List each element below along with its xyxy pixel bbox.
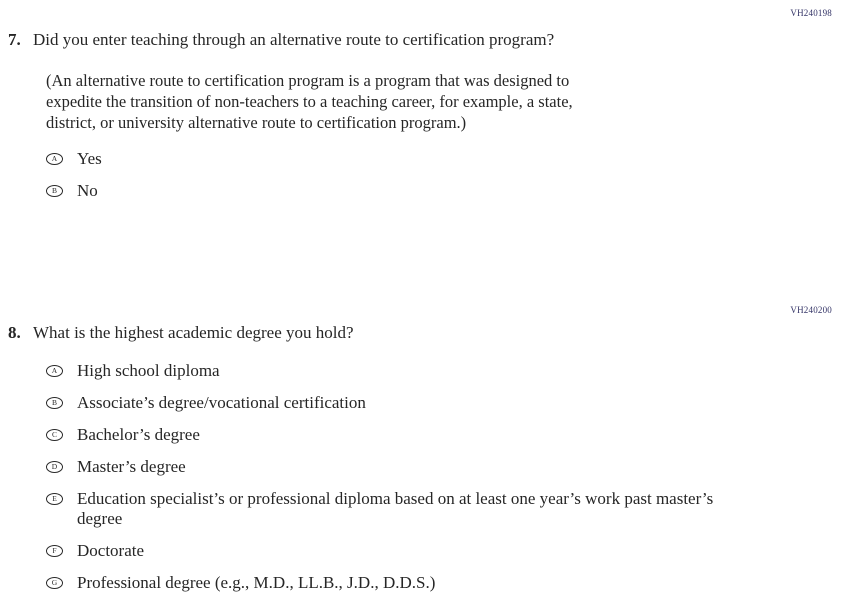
answer-option	[46, 149, 856, 169]
question-note-line: expedite the transition of non-teachers to a teaching career, for example, a state,	[46, 92, 573, 111]
question-7-section	[8, 8, 856, 201]
question-8-section	[8, 305, 856, 593]
radio-bubble-letter: B	[51, 397, 57, 407]
radio-bubble-e[interactable]	[46, 493, 63, 505]
accession-code-q8: VH240200	[790, 305, 832, 315]
radio-bubble-letter: A	[51, 153, 58, 163]
answer-option-label: No	[77, 181, 98, 200]
radio-bubble-letter: D	[51, 461, 58, 471]
radio-bubble-letter: E	[52, 493, 57, 503]
radio-bubble-g[interactable]	[46, 577, 63, 589]
answer-option-label: Doctorate	[77, 541, 145, 560]
question-8-text: What is the highest academic degree you hold?	[33, 323, 354, 342]
answer-option-label: Bachelor’s degree	[77, 425, 200, 444]
question-7-number: 7.	[8, 30, 21, 49]
radio-bubble-d[interactable]	[46, 461, 63, 473]
radio-bubble-c[interactable]	[46, 429, 63, 441]
question-8-number: 8.	[8, 323, 21, 342]
radio-bubble-letter: A	[51, 365, 58, 375]
answer-option	[46, 457, 856, 477]
radio-bubble-letter: C	[51, 429, 57, 439]
radio-bubble-letter: B	[51, 185, 57, 195]
answer-option-label: Yes	[77, 149, 102, 168]
question-7-note	[46, 70, 856, 133]
question-7-text: Did you enter teaching through an alternative route to certification program?	[33, 30, 555, 49]
answer-option-label: Professional degree (e.g., M.D., LL.B., J.D., D.D.S.)	[77, 573, 436, 592]
radio-bubble-b[interactable]	[46, 185, 63, 197]
answer-option-label: Master’s degree	[77, 457, 186, 476]
question-8-heading	[8, 323, 856, 343]
question-7-options	[46, 149, 856, 201]
radio-bubble-f[interactable]	[46, 545, 63, 557]
answer-option	[46, 541, 856, 561]
answer-option-label: Education specialist’s or professional diploma based on at least one year’s work past master’s degree	[77, 489, 714, 528]
answer-option	[46, 393, 856, 413]
answer-option	[46, 573, 856, 593]
radio-bubble-b[interactable]	[46, 397, 63, 409]
question-8-options	[46, 361, 856, 593]
radio-bubble-a[interactable]	[46, 153, 63, 165]
answer-option	[46, 489, 856, 529]
answer-option-label: Associate’s degree/vocational certification	[77, 393, 366, 412]
answer-option	[46, 361, 856, 381]
accession-code-q7: VH240198	[790, 8, 832, 18]
radio-bubble-a[interactable]	[46, 365, 63, 377]
question-note-line: district, or university alternative route to certification program.)	[46, 113, 467, 132]
radio-bubble-letter: G	[51, 577, 58, 587]
question-7-heading	[8, 30, 856, 50]
answer-option-label: High school diploma	[77, 361, 220, 380]
radio-bubble-letter: F	[52, 545, 57, 555]
answer-option	[46, 425, 856, 445]
question-note-line: (An alternative route to certification program is a program that was designed to	[46, 71, 570, 90]
answer-option	[46, 181, 856, 201]
